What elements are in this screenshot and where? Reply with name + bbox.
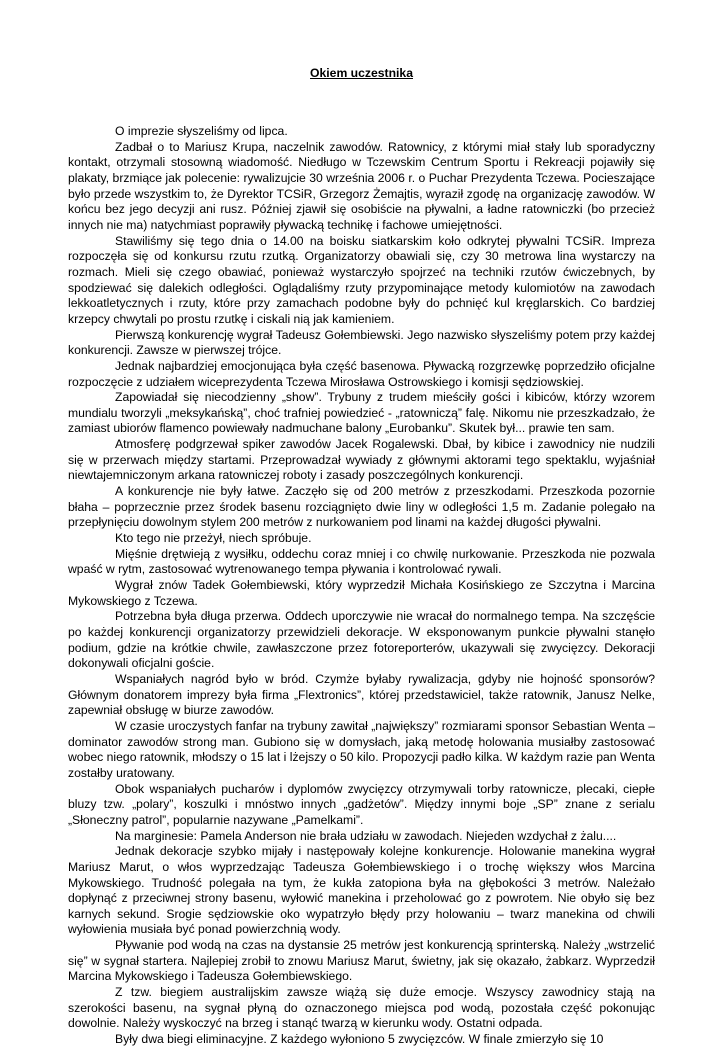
paragraph: O imprezie słyszeliśmy od lipca. xyxy=(115,124,288,138)
paragraph: Pierwszą konkurencję wygrał Tadeusz Gołembiewski. Jego nazwisko słyszeliśmy potem przy każdej konkurencji. Zawsze w pierwszej trójce. xyxy=(68,327,655,358)
paragraph: Wygrał znów Tadek Gołembiewski, który wyprzedził Michała Kosińskiego ze Szczytna i Marcina Mykowskiego z Tczewa. xyxy=(68,578,655,608)
paragraph: Potrzebna była długa przerwa. Oddech uporczywie nie wracał do normalnego tempa. Na szczęście po każdej konkurencji organizatorzy przewidzieli dekoracje. W eksponowanym punkcie pływalni stanęło podium, gdzie na krótkie chwile, zawłaszczone przez fotoreporterów, ukazywali się zwycięzcy. Dekoracji dokonywali oficjalni goście. xyxy=(68,609,655,671)
paragraph: Pływanie pod wodą na czas na dystansie 25 metrów jest konkurencją sprinterską. Należy „wstrzelić się” w sygnał startera. Najlepiej zrobił to znowu Mariusz Marut, świetny, jak się okazało, żabkarz. Wyprzedził Marcina Mykowskiego i Tadeusza Gołembiewskiego. xyxy=(68,938,655,984)
paragraph: Jednak najbardziej emocjonująca była część basenowa. Pływacką rozgrzewkę poprzedziło oficjalne rozpoczęcie z udziałem wiceprezydenta Tczewa Mirosława Ostrowskiego i komisji sędziowskiej. xyxy=(68,358,655,389)
article-body xyxy=(68,124,655,1048)
paragraph: Były dwa biegi eliminacyjne. Z każdego wyłoniono 5 zwycięzców. W finale zmierzyło się 10 xyxy=(115,1032,604,1047)
paragraph: Mięśnie drętwieją z wysiłku, oddechu coraz mniej i co chwilę nurkowanie. Przeszkoda nie pozwala wpaść w rytm, zastosować wytrenowanego tempa pływania i kontrolować rywali. xyxy=(68,546,655,577)
paragraph: Stawiliśmy się tego dnia o 14.00 na boisku siatkarskim koło odkrytej pływalni TCSiR. Impreza rozpoczęła się od konkursu rzutu rzutką. Organizatorzy obawiali się, czy 30 metrowa lina wystarczy na rozmach. Mieli się czego obawiać, ponieważ wystarczyło spojrzeć na techniki rzutów ćwiczebnych, by spodziewać się dalekich odległości. Oglądaliśmy rzuty przypominające metody kulomiotów na zawodach lekkoatletycznych i rzuty, które przy zamachach podobne były do pchnięć kul kręglarskich. Co bardziej krzepcy chwytali po prostu rzutkę i ciskali nią jak kamieniem. xyxy=(68,233,655,326)
paragraph: Z tzw. biegiem australijskim zawsze wiążą się duże emocje. Wszyscy zawodnicy stają na szerokości basenu, na sygnał płyną do oznaczonego miejsca pod wodą, pozostała część pokonując dowolnie. Należy wyskoczyć na brzeg i stanąć twarzą w kierunku wody. Ostatni odpada. xyxy=(68,985,655,1031)
paragraph: Kto tego nie przeżył, niech spróbuje. xyxy=(115,531,312,546)
paragraph: Zadbał o to Mariusz Krupa, naczelnik zawodów. Ratownicy, z którymi miał stały lub sporadyczny kontakt, otrzymali stosowną wiadomość. Niedługo w Tczewskim Centrum Sportu i Rekreacji pojawiły się plakaty, brzmiące jak polecenie: rywalizujcie 30 września 2006 r. o Puchar Prezydenta Tczewa. Pocieszające było przede wszystkim to, że Dyrektor TCSiR, Grzegorz Żemajtis, wyraził zgodę na organizację zawodów. W końcu bez jego decyzji ani rusz. Później zjawił się osobiście na pływalni, a ładne ratowniczki (bo przecież innych nie ma) natychmiast poprawiły pływacką technikę i fachowe umiejętności. xyxy=(68,139,655,232)
paragraph: W czasie uroczystych fanfar na trybuny zawitał „największy” rozmiarami sponsor Sebastian Wenta – dominator zawodów strong man. Gubiono się w domysłach, jaką metodę holowania musiałby zastosować wobec niego ratownik, młodszy o 15 lat i lżejszy o 50 kilo. Propozycji padło kilka. W każdym razie pan Wenta zostałby uratowany. xyxy=(68,718,655,780)
paragraph: Na marginesie: Pamela Anderson nie brała udziału w zawodach. Niejeden wzdychał z żalu.... xyxy=(115,828,617,843)
paragraph: A konkurencje nie były łatwe. Zaczęło się od 200 metrów z przeszkodami. Przeszkoda pozornie błaha – poprzecznie przez środek basenu rozciągnięto dwie liny w odległości 1,5 m. Zadanie polegało na przepłynięciu dowolnym stylem 200 metrów z nurkowaniem pod linami na każdej długości pływalni. xyxy=(68,484,655,530)
paragraph: Jednak dekoracje szybko mijały i następowały kolejne konkurencje. Holowanie manekina wygrał Mariusz Marut, o włos wyprzedzając Tadeusza Gołembiewskiego i o trochę większy włos Marcina Mykowskiego. Trudność polegała na tym, że kukła zatopiona była na głębokości 3 metrów. Należało dopłynąć z przeciwnej strony basenu, wyłowić manekina i przeholować go z powrotem. Nie obyło się bez karnych sekund. Srogie sędziowskie oko wypatrzyło błędy przy holowaniu – twarz manekina od chwili wyłowienia musiała być ponad powierzchnią wody. xyxy=(68,844,655,937)
paragraph: Zapowiadał się niecodzienny „show”. Trybuny z trudem mieściły gości i kibiców, którzy wzorem mundialu tworzyli „meksykańską”, choć trafniej powiedzieć - „ratowniczą” falę. Nikomu nie przeszkadzało, że zamiast ubiorów flamenco powiewały nadmuchane balony „Eurobanku”. Skutek był... prawie ten sam. xyxy=(68,390,655,436)
document-title: Okiem uczestnika xyxy=(310,66,413,80)
paragraph: Atmosferę podgrzewał spiker zawodów Jacek Rogalewski. Dbał, by kibice i zawodnicy nie nudzili się w przerwach między startami. Przeprowadzał wywiady z głównymi aktorami tego spektaklu, wyjaśniał niewtajemniczonym arkana ratowniczej roboty i zasady poszczególnych konkurencji. xyxy=(68,437,655,483)
paragraph: Obok wspaniałych pucharów i dyplomów zwycięzcy otrzymywali torby ratownicze, plecaki, ciepłe bluzy tzw. „polary”, koszulki i mnóstwo innych „gadżetów”. Między innymi boje „SP” znane z serialu „Słoneczny patrol”, popularnie nazywane „Pamelkami”. xyxy=(68,781,655,827)
paragraph: Wspaniałych nagród było w bród. Czymże byłaby rywalizacja, gdyby nie hojność sponsorów? Głównym donatorem imprezy była firma „Flextronics”, której przedstawiciel, także ratownik, Janusz Nelke, zapewniał obsługę w biurze zawodów. xyxy=(68,671,655,718)
